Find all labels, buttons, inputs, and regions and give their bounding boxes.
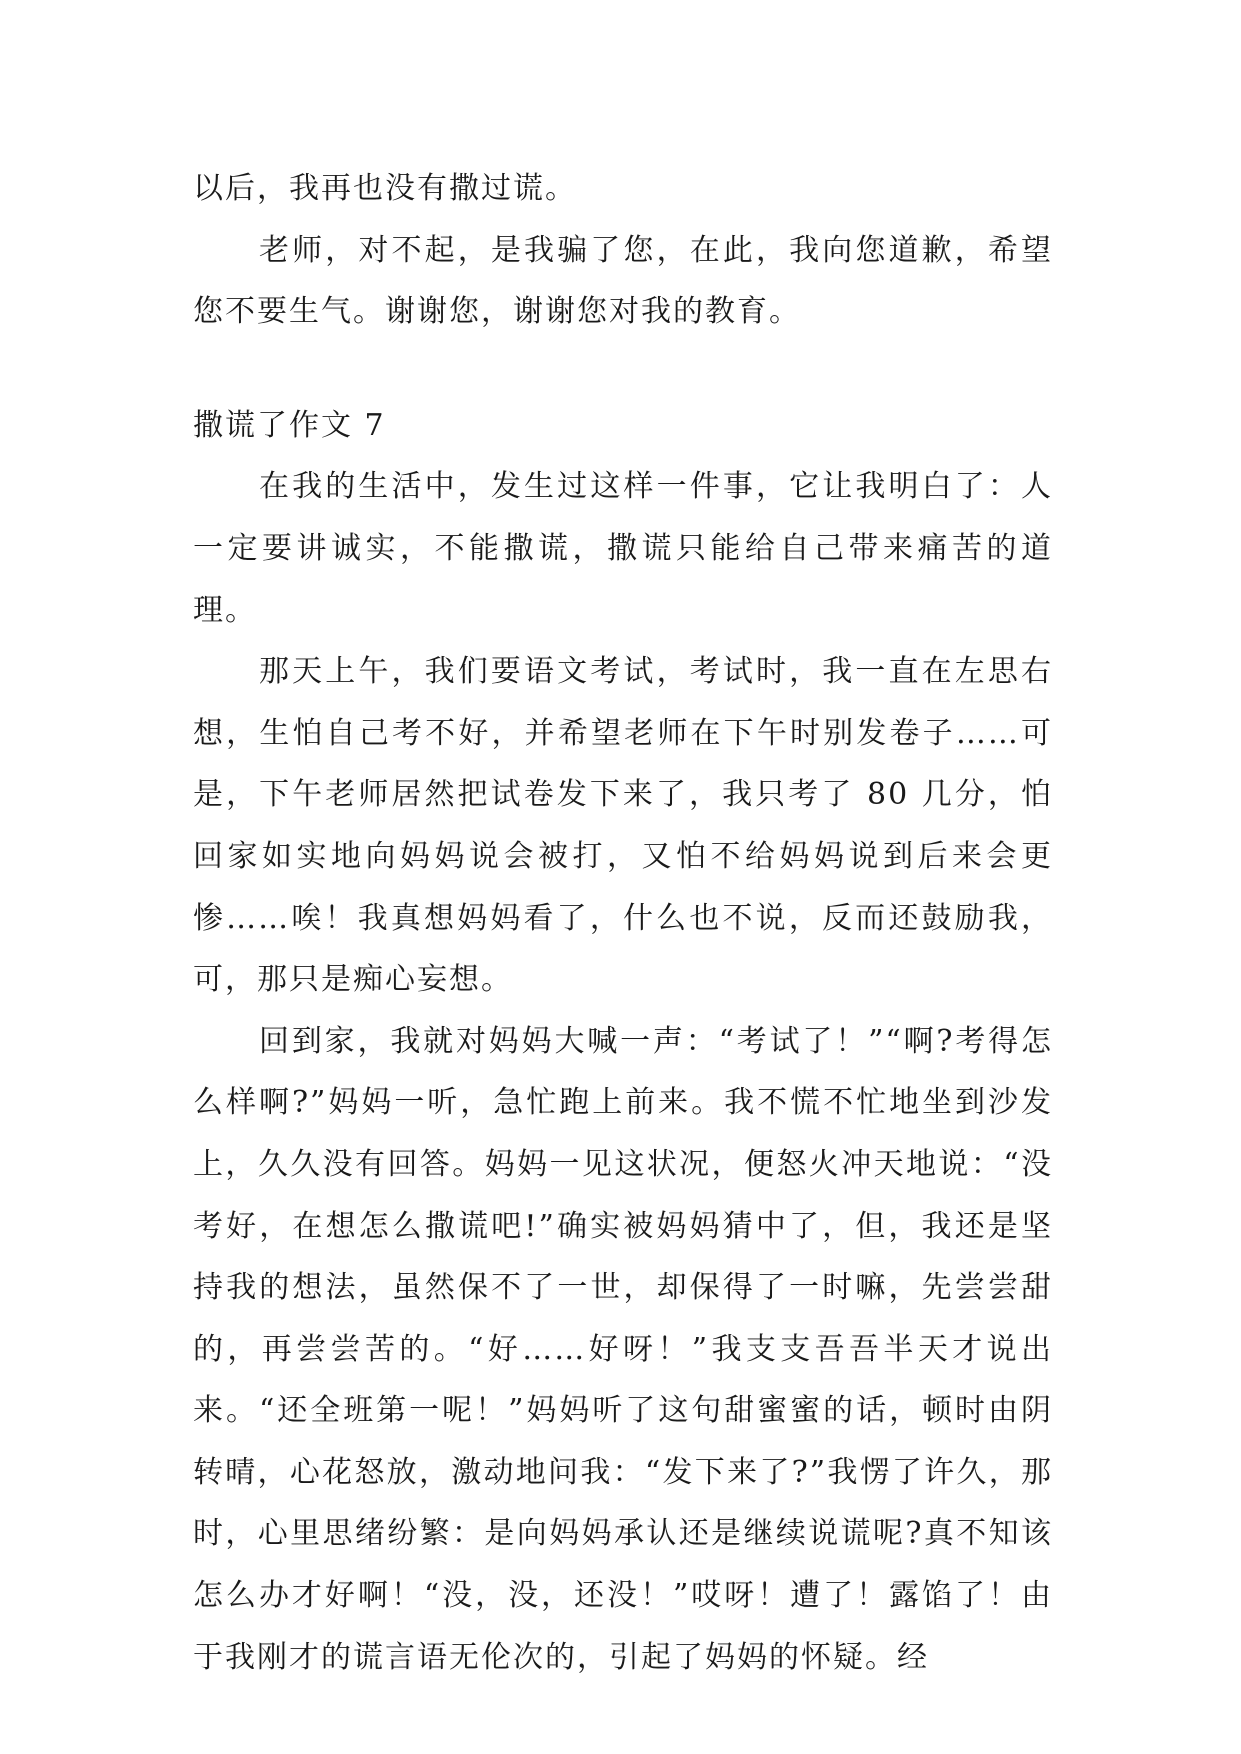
- paragraph-2: 老师，对不起，是我骗了您，在此，我向您道歉，希望您不要生气。谢谢您，谢谢您对我的教育。: [193, 232, 1053, 330]
- paragraph-4: 那天上午，我们要语文考试，考试时，我一直在左思右想，生怕自己考不好，并希望老师在下午时别发卷子……可是，下午老师居然把试卷发下来了，我只考了 80 几分，怕回家如实地向妈妈说会被打，又怕不给妈妈说到后来会更惨……唉！我真想妈妈看了，什么也不说，反而还鼓励我，可，那只是痴心妄想。: [193, 654, 1053, 998]
- paragraph-1: 以后，我再也没有撒过谎。: [193, 171, 577, 206]
- section-title: 撒谎了作文 7: [193, 407, 386, 443]
- section-spacer: [193, 343, 1053, 395]
- paragraph-5: 回到家，我就对妈妈大喊一声：“考试了！”“啊?考得怎么样啊?”妈妈一听，急忙跑上前来。我不慌不忙地坐到沙发上，久久没有回答。妈妈一见这状况，便怒火冲天地说：“没考好，在想怎么撒谎吧!”确实被妈妈猜中了，但，我还是坚持我的想法，虽然保不了一世，却保得了一时嘛，先尝尝甜的，再尝尝苦的。“好……好呀！”我支支吾吾半天才说出来。“还全班第一呢！”妈妈听了这句甜蜜蜜的话，顿时由阴转晴，心花怒放，激动地问我：“发下来了?”我愣了许久，那时，心里思绪纷繁：是向妈妈承认还是继续说谎呢?真不知该怎么办才好啊！“没，没，还没！”哎呀！遭了！露馅了！由于我刚才的谎言语无伦次的，引起了妈妈的怀疑。经: [193, 1023, 1053, 1675]
- document-body: [193, 158, 1053, 1688]
- paragraph-3: 在我的生活中，发生过这样一件事，它让我明白了：人一定要讲诚实，不能撒谎，撒谎只能给自己带来痛苦的道理。: [193, 469, 1053, 628]
